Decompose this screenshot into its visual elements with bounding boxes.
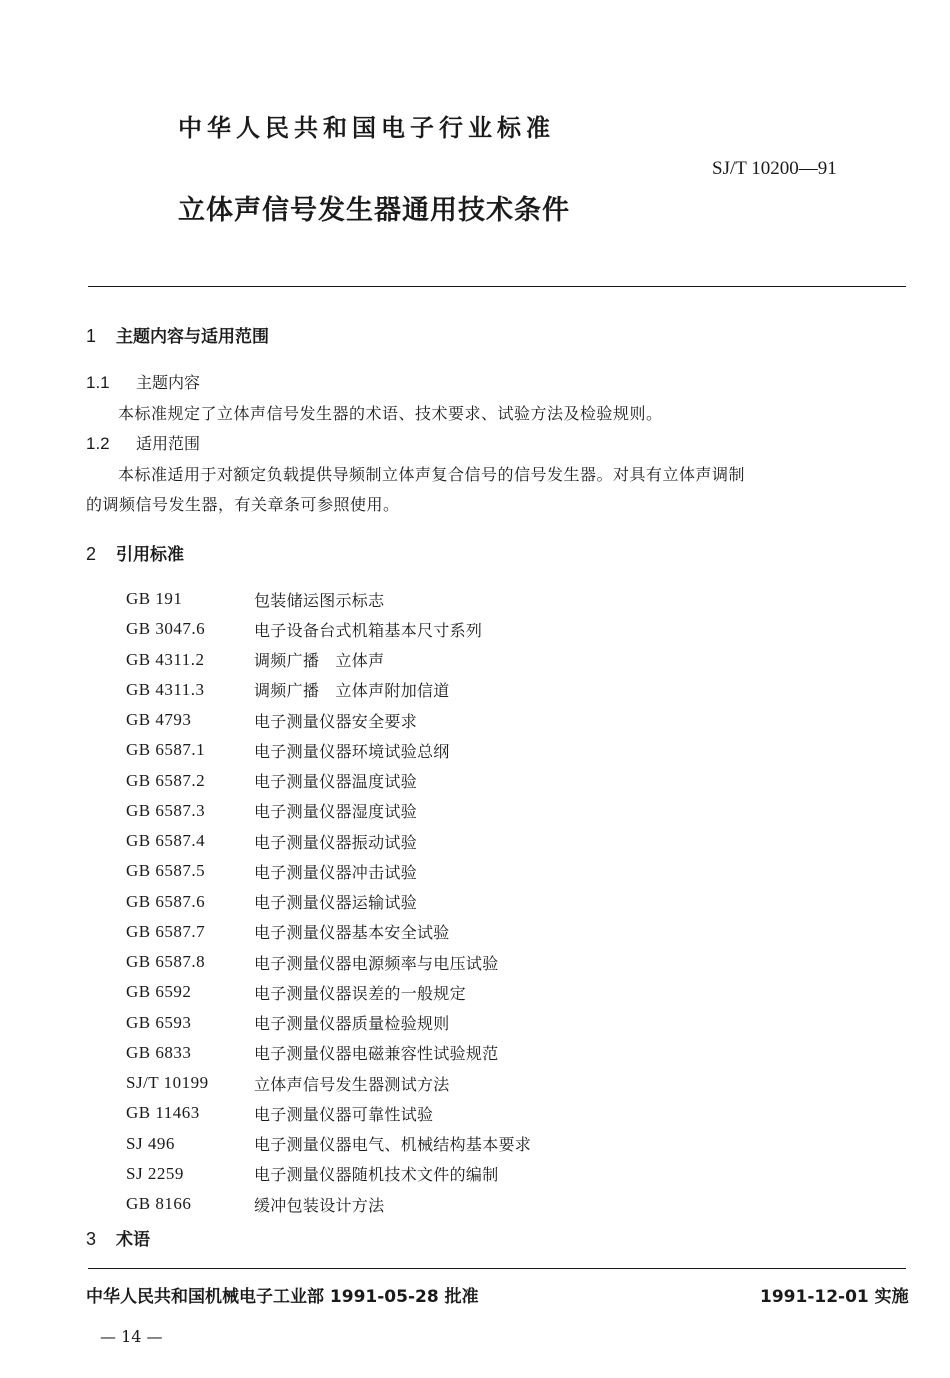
standard-name: 电子测量仪器湿度试验 — [254, 802, 418, 822]
subsection-number: 1.2 — [86, 434, 110, 453]
standard-name: 电子测量仪器质量检验规则 — [254, 1014, 450, 1034]
standard-number: SJ 496 — [126, 1133, 175, 1153]
list-item — [126, 856, 531, 886]
standard-name: 调频广播 立体声 — [254, 651, 385, 671]
document-title: 立体声信号发生器通用技术条件 — [178, 195, 570, 226]
subsection-1-1-heading — [86, 370, 200, 393]
standard-number: GB 11463 — [126, 1103, 200, 1123]
standard-number: GB 6587.2 — [126, 770, 206, 790]
standard-name: 包装储运图示标志 — [254, 590, 385, 610]
list-item — [126, 1129, 531, 1159]
section-1-heading — [86, 322, 269, 347]
standard-name: 电子测量仪器电气、机械结构基本要求 — [254, 1135, 532, 1155]
standard-number: GB 4311.3 — [126, 679, 205, 699]
section-3-heading — [86, 1225, 150, 1250]
header-divider — [88, 286, 906, 287]
standard-name: 立体声信号发生器测试方法 — [254, 1074, 450, 1094]
list-item — [126, 1008, 531, 1038]
standard-number: GB 6587.4 — [126, 831, 206, 851]
standard-name: 电子测量仪器振动试验 — [254, 832, 418, 852]
standard-number: GB 6587.7 — [126, 921, 206, 941]
standard-number: GB 6833 — [126, 1042, 192, 1062]
referenced-standards-list — [126, 584, 531, 1219]
list-item — [126, 1098, 531, 1128]
list-item — [126, 735, 531, 765]
standard-name: 电子测量仪器基本安全试验 — [254, 923, 450, 943]
subsection-number: 1.1 — [86, 373, 110, 392]
subsection-title: 主题内容 — [136, 373, 201, 392]
standard-number: GB 191 — [126, 589, 183, 609]
list-item — [126, 1068, 531, 1098]
paragraph-1-2-line-2: 的调频信号发生器，有关章条可参照使用。 — [86, 495, 400, 514]
section-number: 3 — [86, 1229, 97, 1249]
page-number: — 14 — — [100, 1327, 163, 1346]
paragraph-1-2-line-1: 本标准适用于对额定负载提供导频制立体声复合信号的信号发生器。对具有立体声调制 — [118, 465, 746, 484]
list-item — [126, 887, 531, 917]
standard-name: 电子测量仪器冲击试验 — [254, 862, 418, 882]
footer-divider — [88, 1268, 906, 1269]
standard-number: GB 4793 — [126, 710, 192, 730]
list-item — [126, 947, 531, 977]
subsection-title: 适用范围 — [136, 434, 201, 453]
list-item — [126, 1189, 531, 1219]
standard-number: GB 4311.2 — [126, 649, 205, 669]
section-number: 2 — [86, 544, 97, 564]
effective-date: 1991-12-01 实施 — [760, 1287, 909, 1307]
standard-number: GB 6587.5 — [126, 861, 206, 881]
section-number: 1 — [86, 326, 97, 346]
standard-number: GB 3047.6 — [126, 619, 206, 639]
subsection-1-2-heading — [86, 431, 200, 454]
standard-number: GB 6587.1 — [126, 740, 206, 760]
paragraph-1-1: 本标准规定了立体声信号发生器的术语、技术要求、试验方法及检验规则。 — [118, 404, 663, 423]
list-item — [126, 977, 531, 1007]
standard-name: 电子测量仪器环境试验总纲 — [254, 741, 450, 761]
list-item — [126, 826, 531, 856]
standard-name: 电子设备台式机箱基本尺寸系列 — [254, 620, 483, 640]
standard-number: GB 6593 — [126, 1012, 192, 1032]
standard-name: 电子测量仪器电源频率与电压试验 — [254, 953, 499, 973]
standard-name: 电子测量仪器安全要求 — [254, 711, 418, 731]
list-item — [126, 796, 531, 826]
list-item — [126, 1038, 531, 1068]
list-item — [126, 675, 531, 705]
standard-number: GB 8166 — [126, 1194, 192, 1214]
standard-number: GB 6587.8 — [126, 952, 206, 972]
standard-name: 电子测量仪器随机技术文件的编制 — [254, 1165, 499, 1185]
approval-statement: 中华人民共和国机械电子工业部 1991-05-28 批准 — [86, 1287, 479, 1307]
section-title: 主题内容与适用范围 — [116, 327, 269, 347]
standard-name: 调频广播 立体声附加信道 — [254, 681, 450, 701]
standard-number: GB 6592 — [126, 982, 192, 1002]
list-item — [126, 645, 531, 675]
list-item — [126, 917, 531, 947]
standard-name: 电子测量仪器可靠性试验 — [254, 1104, 434, 1124]
standard-number: SJ 2259 — [126, 1163, 184, 1183]
section-2-heading — [86, 540, 184, 565]
section-title: 术语 — [116, 1230, 150, 1250]
issuing-organization: 中华人民共和国电子行业标准 — [178, 114, 555, 142]
list-item — [126, 1159, 531, 1189]
standard-number: GB 6587.3 — [126, 800, 206, 820]
standard-number: GB 6587.6 — [126, 891, 206, 911]
standard-name: 电子测量仪器温度试验 — [254, 772, 418, 792]
standard-name: 电子测量仪器运输试验 — [254, 893, 418, 913]
list-item — [126, 614, 531, 644]
standard-name: 电子测量仪器电磁兼容性试验规范 — [254, 1044, 499, 1064]
list-item — [126, 584, 531, 614]
section-title: 引用标准 — [116, 545, 184, 565]
list-item — [126, 705, 531, 735]
standard-code: SJ/T 10200—91 — [712, 158, 837, 179]
list-item — [126, 766, 531, 796]
standard-number: SJ/T 10199 — [126, 1073, 209, 1093]
standard-name: 电子测量仪器误差的一般规定 — [254, 983, 466, 1003]
standard-name: 缓冲包装设计方法 — [254, 1195, 385, 1215]
